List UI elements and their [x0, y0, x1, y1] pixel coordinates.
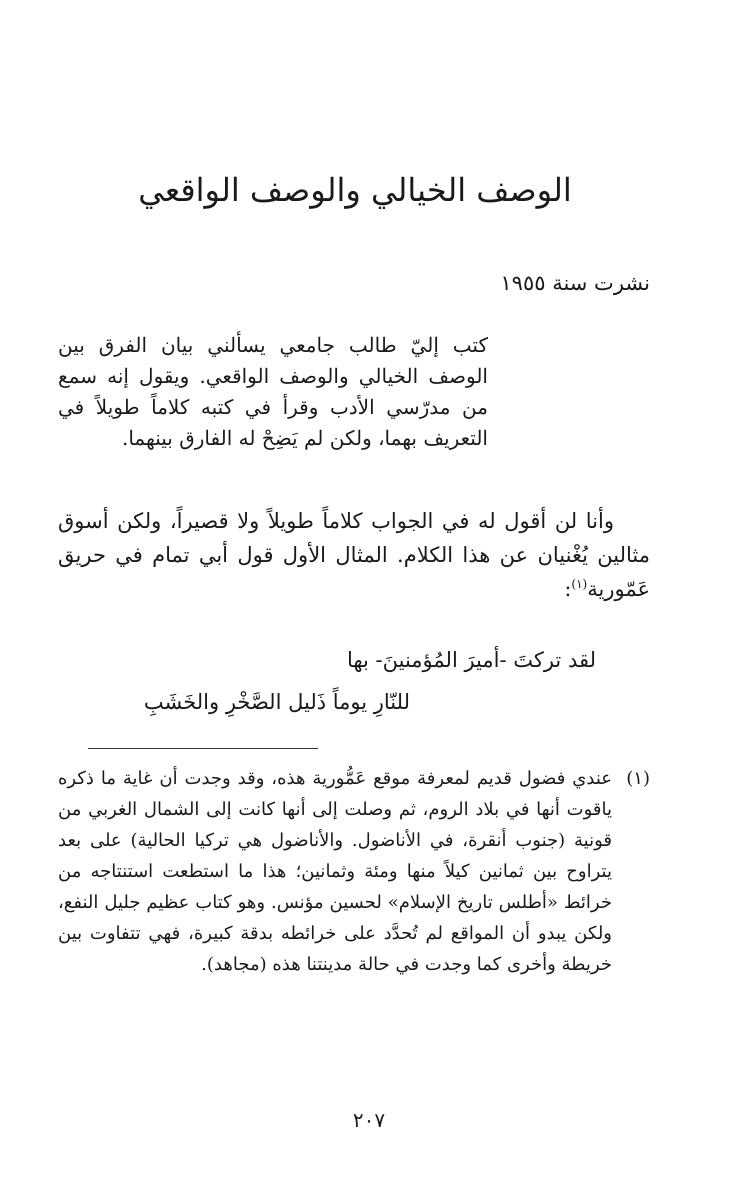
poem-first-hemistich: لقد تركتَ -أميرَ المُؤمنينَ- بها	[346, 648, 596, 672]
body-text: وأنا لن أقول له في الجواب كلاماً طويلاً ولا قصيراً، ولكن أسوق مثالين يُغْنيان عن هذا الكلام. المثال الأول قول أبي تمام في حريق عَمّورية	[58, 509, 650, 601]
footnote-divider	[88, 748, 318, 749]
body-suffix: :	[564, 577, 572, 601]
footnote-number: (١)	[626, 768, 650, 789]
footnote-text: عندي فضول قديم لمعرفة موقع عَمُّورية هذه، وقد وجدت أن غاية ما ذكره ياقوت أنها في بلاد الروم، ثم وصلت إلى أنها كانت إلى الشمال الغربي من قونية (جنوب أنقرة، في الأناضول. والأناضول هي تركيا الحالية) على بعد يتراوح بين ثمانين كيلاً منها ومئة وثمانين؛ هذا ما استطعت استنتاجه من خرائط «أطلس تاريخ الإسلام» لحسين مؤنس. وهو كتاب عظيم جليل النفع، ولكن يبدو أن المواقع لم تُحدَّد على خرائطه بدقة كبيرة، فهي تتفاوت بين خريطة وأخرى كما وجدت في حالة مدينتنا هذه (مجاهد).	[58, 768, 612, 975]
publication-date: نشرت سنة ١٩٥٥	[500, 271, 650, 295]
footnote	[58, 763, 650, 980]
intro-text: كتب إليّ طالب جامعي يسألني بيان الفرق بين الوصف الخيالي والوصف الواقعي. ويقول إنه سمع من مدرّسي الأدب وقرأ في كتبه كلاماً طويلاً في التعريف بهما، ولكن لم يَضِحْ له الفارق بينهما.	[58, 333, 488, 450]
poem-second-hemistich: للنّارِ يوماً ذَليل الصَّخْرِ والخَشَبِ	[143, 690, 410, 714]
footnote-reference[interactable]: (١)	[571, 577, 588, 591]
chapter-title: الوصف الخيالي والوصف الواقعي	[138, 171, 572, 209]
intro-paragraph	[58, 330, 488, 454]
page-number: ٢٠٧	[352, 1108, 386, 1132]
body-paragraph	[58, 504, 650, 606]
